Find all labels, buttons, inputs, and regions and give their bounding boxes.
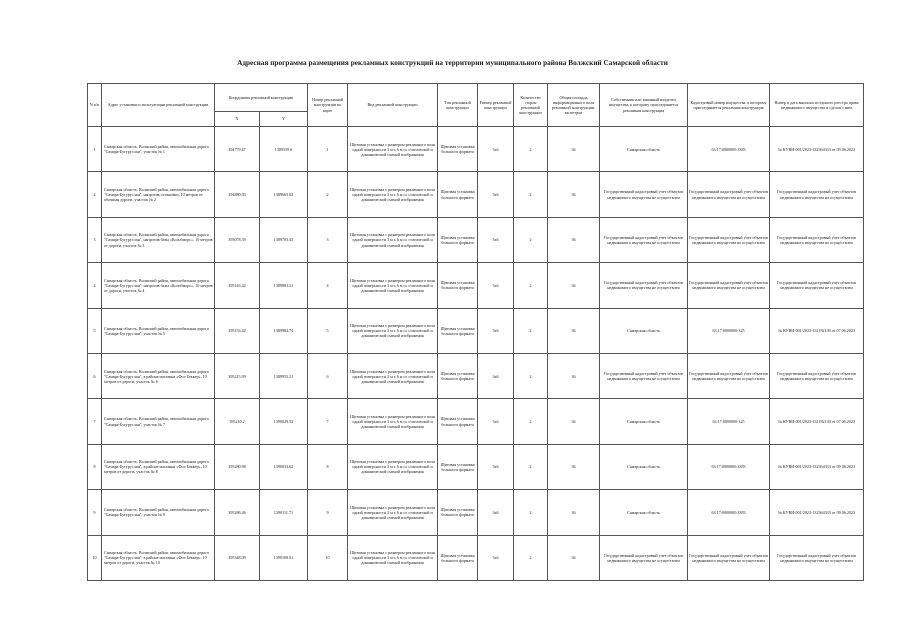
table-row bbox=[88, 535, 864, 580]
cell-size: 3х6 bbox=[478, 353, 514, 398]
cell-sides: 2 bbox=[514, 217, 548, 262]
table-row bbox=[88, 217, 864, 262]
cell-cadastre: 63:17:0000000:325 bbox=[688, 308, 770, 353]
table-row bbox=[88, 127, 864, 172]
header-cadastre: Кадастровый номер имущества, к которому присоединяется рекламная конструкция bbox=[688, 84, 770, 127]
cell-registry: Государственный кадастровый учет объектов недвижимого имущества не осуществлен bbox=[770, 263, 864, 308]
cell-size: 3х6 bbox=[478, 127, 514, 172]
cell-num: 5 bbox=[88, 308, 102, 353]
cell-size: 3х6 bbox=[478, 263, 514, 308]
cell-registry: № КУВИ-001/2023-132364333 от 09.06.2023 bbox=[770, 444, 864, 489]
cell-sides: 2 bbox=[514, 263, 548, 308]
cell-num: 4 bbox=[88, 263, 102, 308]
cell-type: Щитовая установка большого формата bbox=[438, 263, 478, 308]
cell-sides: 2 bbox=[514, 535, 548, 580]
cell-cadastre: Государственный кадастровый учет объектов недвижимого имущества не осуществлен bbox=[688, 217, 770, 262]
cell-number: 8 bbox=[308, 444, 348, 489]
cell-size: 3х6 bbox=[478, 490, 514, 535]
cell-sides: 2 bbox=[514, 490, 548, 535]
cell-number: 10 bbox=[308, 535, 348, 580]
cell-y: 1389881.31 bbox=[260, 263, 308, 308]
table-row bbox=[88, 308, 864, 353]
cell-area: 36 bbox=[548, 172, 600, 217]
cell-number: 9 bbox=[308, 490, 348, 535]
header-num: N п/п bbox=[88, 84, 102, 127]
cell-kind: Щитовая установка с размером рекламного поля одной поверхности 3 м x 6 м со статической и динамической сменой изображения bbox=[348, 127, 438, 172]
cell-type: Щитовая установка большого формата bbox=[438, 444, 478, 489]
cell-owner: Государственный кадастровый учет объектов недвижимого имущества не осуществлен bbox=[600, 353, 688, 398]
cell-cadastre: Государственный кадастровый учет объектов недвижимого имущества не осуществлен bbox=[688, 263, 770, 308]
cell-x: 394880.03 bbox=[215, 172, 260, 217]
cell-y: 1389705.45 bbox=[260, 217, 308, 262]
cell-owner: Самарская область bbox=[600, 127, 688, 172]
header-x: X bbox=[215, 112, 260, 127]
table-header bbox=[88, 84, 864, 127]
header-owner: Собственник или законный владелец имущества, к которому присоединяется рекламная конструкция bbox=[600, 84, 688, 127]
header-type: Тип рекламной конструкции bbox=[438, 84, 478, 127]
cell-owner: Самарская область bbox=[600, 399, 688, 444]
cell-kind: Щитовая установка с размером рекламного поля одной поверхности 3 м x 6 м со статической и динамической сменой изображения bbox=[348, 535, 438, 580]
cell-num: 2 bbox=[88, 172, 102, 217]
cell-area: 36 bbox=[548, 399, 600, 444]
header-kind: Вид рекламной конструкции bbox=[348, 84, 438, 127]
cell-x: 395348.09 bbox=[215, 535, 260, 580]
header-y: Y bbox=[260, 112, 308, 127]
cell-kind: Щитовая установка с размером рекламного поля одной поверхности 3 м x 6 м со статической и динамической сменой изображения bbox=[348, 308, 438, 353]
cell-num: 3 bbox=[88, 217, 102, 262]
cell-x: 395143.42 bbox=[215, 263, 260, 308]
cell-address: Самарская область, Волжский район, автомобильная дорога "Самара-Бугуруслан", напротив базы «Колобморс», 10 метров от дороги, участок № 3 bbox=[102, 217, 215, 262]
cell-address: Самарская область, Волжский район, автомобильная дорога "Самара-Бугуруслан", напротив остановки, 10 метров от обочины дороги, участок № 2 bbox=[102, 172, 215, 217]
cell-num: 1 bbox=[88, 127, 102, 172]
header-sides: Количество сторон рекламной конструкции bbox=[514, 84, 548, 127]
cell-size: 3х6 bbox=[478, 308, 514, 353]
cell-type: Щитовая установка большого формата bbox=[438, 127, 478, 172]
header-address: Адрес установки и эксплуатации рекламной конструкции bbox=[102, 84, 215, 127]
cell-address: Самарская область, Волжский район, автомобильная дорога "Самара-Бугуруслан", в районе магазина «Фол Беккер», 10 метров от дороги, участок № 10 bbox=[102, 535, 215, 580]
table-row bbox=[88, 399, 864, 444]
cell-type: Щитовая установка большого формата bbox=[438, 535, 478, 580]
cell-sides: 2 bbox=[514, 353, 548, 398]
cell-number: 4 bbox=[308, 263, 348, 308]
cell-area: 36 bbox=[548, 490, 600, 535]
cell-y: 1390111.71 bbox=[260, 490, 308, 535]
table-body bbox=[88, 127, 864, 581]
cell-type: Щитовая установка большого формата bbox=[438, 353, 478, 398]
cell-type: Щитовая установка большого формата bbox=[438, 217, 478, 262]
cell-registry: Государственный кадастровый учет объектов недвижимого имущества не осуществлен bbox=[770, 353, 864, 398]
cell-kind: Щитовая установка с размером рекламного поля одной поверхности 3 м x 6 м со статической и динамической сменой изображения bbox=[348, 172, 438, 217]
cell-number: 3 bbox=[308, 217, 348, 262]
cell-registry: Государственный кадастровый учет объектов недвижимого имущества не осуществлен bbox=[770, 217, 864, 262]
header-registry: Номер и дата выписки из единого реестра права недвижимого имущества и сделок с ним bbox=[770, 84, 864, 127]
cell-cadastre: 63:17:0000000:3383 bbox=[688, 444, 770, 489]
cell-sides: 2 bbox=[514, 399, 548, 444]
cell-cadastre: Государственный кадастровый учет объектов недвижимого имущества не осуществлен bbox=[688, 172, 770, 217]
cell-registry: Государственный кадастровый учет объектов недвижимого имущества не осуществлен bbox=[770, 535, 864, 580]
cell-y: 1390029.52 bbox=[260, 399, 308, 444]
cell-y: 1389665.02 bbox=[260, 172, 308, 217]
cell-size: 3х6 bbox=[478, 535, 514, 580]
table-row bbox=[88, 353, 864, 398]
cell-cadastre: 63:17:0000000:3383 bbox=[688, 127, 770, 172]
cell-sides: 2 bbox=[514, 127, 548, 172]
cell-x: 394779.67 bbox=[215, 127, 260, 172]
cell-size: 3х6 bbox=[478, 399, 514, 444]
cell-owner: Государственный кадастровый учет объектов недвижимого имущества не осуществлен bbox=[600, 217, 688, 262]
cell-num: 6 bbox=[88, 353, 102, 398]
cell-sides: 2 bbox=[514, 444, 548, 489]
cell-number: 1 bbox=[308, 127, 348, 172]
cell-cadastre: Государственный кадастровый учет объектов недвижимого имущества не осуществлен bbox=[688, 535, 770, 580]
cell-y: 1389984.74 bbox=[260, 308, 308, 353]
cell-size: 3х6 bbox=[478, 444, 514, 489]
header-area: Общая площадь информационного поля рекламной конструкции, кв.метров bbox=[548, 84, 600, 127]
header-size: Размер рекламной конструкции bbox=[478, 84, 514, 127]
cell-x: 395153.42 bbox=[215, 308, 260, 353]
cell-y: 1390108.01 bbox=[260, 535, 308, 580]
cell-number: 7 bbox=[308, 399, 348, 444]
table-row bbox=[88, 444, 864, 489]
cell-num: 10 bbox=[88, 535, 102, 580]
cell-address: Самарская область, Волжский район, автомобильная дорога "Самара-Бугуруслан", напротив базы «Колобморс», 10 метров от дороги, участок № 4 bbox=[102, 263, 215, 308]
cell-owner: Самарская область bbox=[600, 308, 688, 353]
cell-y: 1389339.6 bbox=[260, 127, 308, 172]
cell-registry: Государственный кадастровый учет объектов недвижимого имущества не осуществлен bbox=[770, 172, 864, 217]
cell-type: Щитовая установка большого формата bbox=[438, 172, 478, 217]
cell-owner: Самарская область bbox=[600, 444, 688, 489]
cell-number: 6 bbox=[308, 353, 348, 398]
header-number: Номер рекламной конструкции по карте bbox=[308, 84, 348, 127]
cell-kind: Щитовая установка с размером рекламного поля одной поверхности 3 м x 6 м со статической и динамической сменой изображения bbox=[348, 263, 438, 308]
cell-owner: Самарская область bbox=[600, 490, 688, 535]
cell-address: Самарская область, Волжский район, автомобильная дорога "Самара-Бугуруслан", участок № 7 bbox=[102, 399, 215, 444]
table-row bbox=[88, 263, 864, 308]
cell-owner: Государственный кадастровый учет объектов недвижимого имущества не осуществлен bbox=[600, 263, 688, 308]
cell-type: Щитовая установка большого формата bbox=[438, 308, 478, 353]
cell-kind: Щитовая установка с размером рекламного поля одной поверхности 3 м x 6 м со статической и динамической сменой изображения bbox=[348, 353, 438, 398]
advertising-structures-table bbox=[87, 83, 864, 581]
cell-area: 36 bbox=[548, 535, 600, 580]
cell-address: Самарская область, Волжский район, автомобильная дорога "Самара-Бугуруслан", участок № 1 bbox=[102, 127, 215, 172]
cell-owner: Государственный кадастровый учет объектов недвижимого имущества не осуществлен bbox=[600, 535, 688, 580]
cell-sides: 2 bbox=[514, 172, 548, 217]
cell-x: 395280.98 bbox=[215, 444, 260, 489]
cell-number: 5 bbox=[308, 308, 348, 353]
cell-num: 8 bbox=[88, 444, 102, 489]
cell-x: 395210.2 bbox=[215, 399, 260, 444]
cell-type: Щитовая установка большого формата bbox=[438, 399, 478, 444]
cell-num: 7 bbox=[88, 399, 102, 444]
cell-address: Самарская область, Волжский район, автомобильная дорога "Самара-Бугуруслан", в районе магазина «Фол Беккер», 10 метров от дороги, участок № 8 bbox=[102, 444, 215, 489]
cell-kind: Щитовая установка с размером рекламного поля одной поверхности 3 м x 6 м со статической и динамической сменой изображения bbox=[348, 444, 438, 489]
cell-address: Самарская область, Волжский район, автомобильная дорога "Самара-Бугуруслан", участок № 9 bbox=[102, 490, 215, 535]
cell-num: 9 bbox=[88, 490, 102, 535]
cell-kind: Щитовая установка с размером рекламного поля одной поверхности 3 м x 6 м со статической и динамической сменой изображения bbox=[348, 399, 438, 444]
header-coords: Координаты рекламной конструкции bbox=[215, 84, 308, 112]
cell-size: 3х6 bbox=[478, 217, 514, 262]
cell-size: 3х6 bbox=[478, 172, 514, 217]
cell-registry: № КУВИ-001/2023-131182130 от 07.06.2023 bbox=[770, 308, 864, 353]
cell-registry: № КУВИ-001/2023-132364333 от 09.06.2023 bbox=[770, 490, 864, 535]
cell-area: 36 bbox=[548, 444, 600, 489]
cell-x: 395215.99 bbox=[215, 353, 260, 398]
cell-area: 36 bbox=[548, 353, 600, 398]
cell-area: 36 bbox=[548, 127, 600, 172]
cell-number: 2 bbox=[308, 172, 348, 217]
cell-address: Самарская область, Волжский район, автомобильная дорога "Самара-Бугуруслан", участок №.5 bbox=[102, 308, 215, 353]
cell-address: Самарская область, Волжский район, автомобильная дорога "Самара-Бугуруслан", в районе магазина «Фол Беккер», 10 метров от дороги, участок № 6 bbox=[102, 353, 215, 398]
cell-y: 1389955.21 bbox=[260, 353, 308, 398]
cell-owner: Государственный кадастровый учет объектов недвижимого имущества не осуществлен bbox=[600, 172, 688, 217]
cell-area: 36 bbox=[548, 263, 600, 308]
cell-cadastre: 63:17:0000000:325 bbox=[688, 399, 770, 444]
cell-cadastre: 63:17:0000000:3383 bbox=[688, 490, 770, 535]
cell-kind: Щитовая установка с размером рекламного поля одной поверхности 3 м x 6 м со статической и динамической сменой изображения bbox=[348, 490, 438, 535]
cell-kind: Щитовая установка с размером рекламного поля одной поверхности 3 м x 6 м со статической и динамической сменой изображения bbox=[348, 217, 438, 262]
document-title: Адресная программа размещения рекламных конструкций на территории муниципального района Волжский Самарской области bbox=[237, 59, 668, 67]
cell-x: 395078.39 bbox=[215, 217, 260, 262]
table-row bbox=[88, 490, 864, 535]
cell-registry: № КУВИ-001/2023-132364333 от 09.06.2023 bbox=[770, 127, 864, 172]
cell-area: 36 bbox=[548, 217, 600, 262]
cell-cadastre: Государственный кадастровый учет объектов недвижимого имущества не осуществлен bbox=[688, 353, 770, 398]
table-row bbox=[88, 172, 864, 217]
cell-x: 395286.46 bbox=[215, 490, 260, 535]
cell-sides: 2 bbox=[514, 308, 548, 353]
cell-type: Щитовая установка большого формата bbox=[438, 490, 478, 535]
cell-registry: № КУВИ-001/2023-131182130 от 07.06.2023 bbox=[770, 399, 864, 444]
cell-y: 1390033.62 bbox=[260, 444, 308, 489]
cell-area: 36 bbox=[548, 308, 600, 353]
